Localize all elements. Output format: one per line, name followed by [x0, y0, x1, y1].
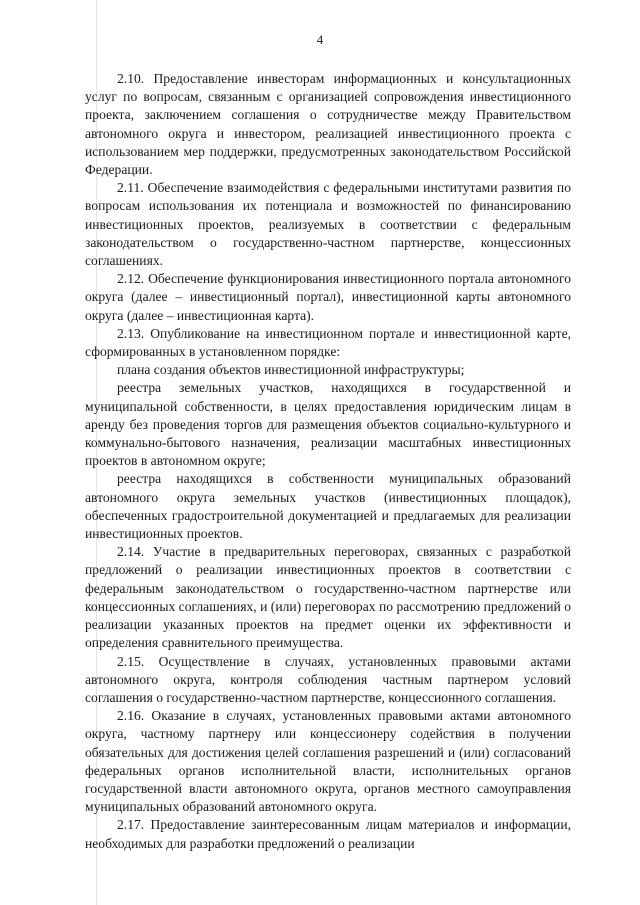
paragraph-2-15: 2.15. Осуществление в случаях, установленных правовыми актами автономного округа, контроля соблюдения частным партнером условий соглашения о государственно-частном партнерстве, концессионного соглашения.: [85, 653, 571, 705]
paragraph-2-12: 2.12. Обеспечение функционирования инвестиционного портала автономного округа (далее – инвестиционный портал), инвестиционной карты автономного округа (далее – инвестиционная карта).: [85, 271, 571, 323]
paragraph-2-17: 2.17. Предоставление заинтересованным лицам материалов и информации, необходимых для разработки предложений о реализации: [85, 817, 571, 851]
document-body: [85, 70, 571, 853]
paragraph-2-14: 2.14. Участие в предварительных переговорах, связанных с разработкой предложений о реализации инвестиционных проектов в соответствии с федеральным законодательством о государственно-частном партнерстве или концессионных соглашениях, и (или) переговорах по рассмотрению предложений о реализации указанных проектов на предмет оценки их эффективности и определения сравнительного преимущества.: [85, 544, 571, 651]
list-item-infrastructure-plan: плана создания объектов инвестиционной инфраструктуры;: [117, 362, 465, 378]
paragraph-2-10: 2.10. Предоставление инвесторам информационных и консультационных услуг по вопросам, связанным с организацией сопровождения инвестиционного проекта, заключением соглашения о сотрудничестве между Правительством автономного округа и инвестором, реализацией инвестиционного проекта с использованием мер поддержки, предусмотренных законодательством Российской Федерации.: [85, 71, 571, 178]
list-item-investment-sites-registry: реестра находящихся в собственности муниципальных образований автономного округа земельных участков (инвестиционных площадок), обеспеченных градостроительной документацией и предлагаемых для реализации инвестиционных проектов.: [85, 471, 571, 542]
page-number: 4: [316, 32, 324, 47]
paragraph-2-16: 2.16. Оказание в случаях, установленных правовыми актами автономного округа, частному партнеру или концессионеру содействия в получении обязательных для достижения целей соглашения разрешений и (или) согласований федеральных органов исполнительной власти, исполнительных органов государственной власти автономного округа, органов местного самоуправления муниципальных образований автономного округа.: [85, 708, 571, 815]
paragraph-2-13: 2.13. Опубликование на инвестиционном портале и инвестиционной карте, сформированных в установленном порядке:: [85, 325, 571, 360]
paragraph-2-11: 2.11. Обеспечение взаимодействия с федеральными институтами развития по вопросам использования их потенциала и возможностей по финансированию инвестиционных проектов, реализуемых в соответствии с федеральным законодательством о государственно-частном партнерстве, концессионных соглашениях.: [85, 180, 571, 269]
list-item-land-registry: реестра земельных участков, находящихся в государственной и муниципальной собственности, в целях предоставления юридическим лицам в аренду без проведения торгов для размещения объектов социально-культурного и коммунально-бытового назначения, реализации масштабных инвестиционных проектов в автономном округе;: [85, 380, 571, 469]
